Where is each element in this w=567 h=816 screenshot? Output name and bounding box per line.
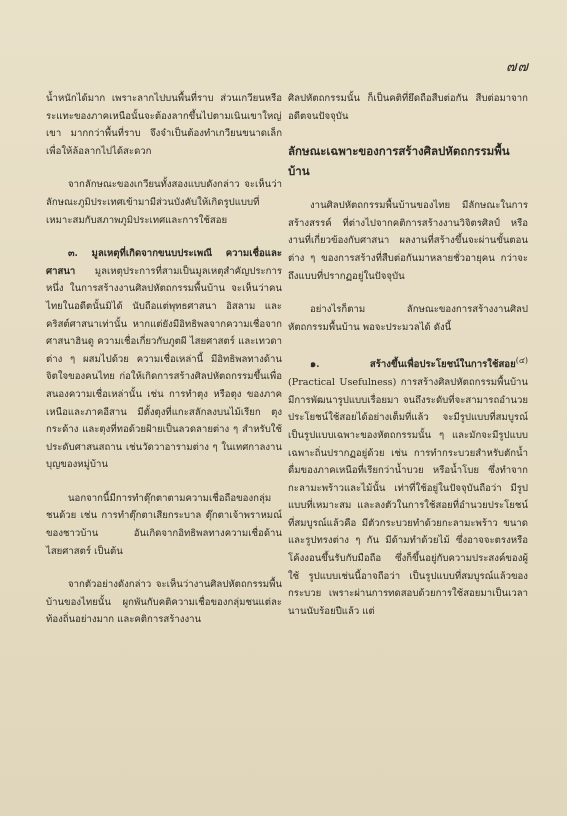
- left-column: [46, 90, 282, 645]
- paragraph: [46, 245, 282, 474]
- paragraph: ศิลปหัตถกรรมนั้น ก็เป็นคติที่ยึดถือสืบต่อกัน สืบต่อมาจากอดีตจนปัจจุบัน: [288, 93, 528, 122]
- footnote-ref: (๔): [515, 356, 528, 366]
- right-column: [288, 90, 528, 636]
- section-heading: ลักษณะเฉพาะของการสร้างศิลปหัตถกรรมพื้นบ้าน: [288, 144, 510, 179]
- paragraph: จากตัวอย่างดังกล่าว จะเห็นว่างานศิลปหัตถกรรมพื้นบ้านของไทยนั้น ผูกพันกับคติความเชื่อของกลุ่มชนแต่ละท้องถิ่นอย่างมาก และคติการสร้างงาน: [46, 579, 282, 626]
- numbered-point-title: ๑. สร้างขึ้นเพื่อประโยชน์ในการใช้สอย: [310, 359, 516, 371]
- paragraph-body: มูลเหตุประการที่สามเป็นมูลเหตุสำคัญประการหนึ่ง ในการสร้างงานศิลปหัตถกรรมพื้นบ้าน จะเห็นว่าคนไทยในอดีตนั้นมิได้ นับถือแต่พุทธศาสนา อิสลาม และคริสต์ศาสนาเท่านั้น หากแต่ยังมีอิทธิพลจากความเชื่อจากศาสนาฮินดู ความเชื่อเกี่ยวกับภูตผี ไสยศาสตร์ และเทวดาต่าง ๆ ผสมไปด้วย ความเชื่อเหล่านี้ มีอิทธิพลทางด้านจิตใจของคนไทย ก่อให้เกิดการสร้างศิลปหัตถกรรมขึ้นเพื่อสนองความเชื่อเหล่านั้น เช่น การทำตุง หรือตุง ของภาคเหนือและภาคอีสาน มีตั้งตุงที่แกะสลักลงบนไม้เรียก ตุงกระด้าง และตุงที่ทอด้วยฝ้ายเป็นลวดลายต่าง ๆ สำหรับใช้ประดับศาสนสถาน เช่นวัดวาอารามต่าง ๆ ในเทศกาลงานบุญของหมู่บ้าน: [46, 265, 282, 471]
- paragraph: [288, 352, 528, 620]
- paragraph: น้ำหนักได้มาก เพราะลากไปบนพื้นที่ราบ ส่วนเกวียนหรือระแทะของภาคเหนือนั้นจะต้องลากขึ้นไปตามเนินเขาใหญ่เขา มากกว่าพื้นที่ราบ จึงจำเป็นต้องทำเกวียนขนาดเล็กเพื่อให้ล้อลากไปได้สะดวก: [46, 93, 282, 157]
- paragraph: นอกจากนี้มีการทำตุ๊กตาตามความเชื่อถือของกลุ่มชนด้วย เช่น การทำตุ๊กตาเสียกระบาล ตุ๊กตาเจ้าพราหมณ์ของชาวบ้าน อันเกิดจากอิทธิพลทางความเชื่อด้านไสยศาสตร์ เป็นต้น: [46, 492, 282, 557]
- paragraph-body: (Practical Usefulness) การสร้างศิลปหัตถกรรมพื้นบ้านมีการพัฒนารูปแบบเรื่อยมา จนถึงระดับที่จะสามารถอำนวยประโยชน์ใช้สอยได้อย่างเต็มที่แล้ว จะมีรูปแบบที่สมบูรณ์ เป็นรูปแบบเฉพาะของหัตถกรรมนั้น ๆ และมักจะมีรูปแบบเฉพาะถิ่นปรากฏอยู่ด้วย เช่น การทำกระบวยสำหรับตักน้ำดื่มของภาคเหนือที่เรียกว่าน้ำบวย หรือน้ำโบย ซึ่งทำจากกะลามะพร้าวและไม้นั้น เท่าที่ใช้อยู่ในปัจจุบันถือว่า มีรูปแบบที่เหมาะสม และลงตัวในการใช้สอยที่อำนวยประโยชน์ที่สมบูรณ์แล้วคือ มีตัวกระบวยทำด้วยกะลามะพร้าว ขนาดและรูปทรงต่าง ๆ กัน มีด้ามทำด้วยไม้ ซึ่งอาจจะตรงหรือโค้งงอนขึ้นรับกับมือถือ ซึ่งก็ขึ้นอยู่กับความประสงค์ของผู้ใช้ รูปแบบเช่นนี้อาจถือว่า เป็นรูปแบบที่สมบูรณ์แล้วของกระบวย เพราะผ่านการทดสอบด้วยการใช้สอยมาเป็นเวลานานนับร้อยปีแล้ว แต่: [288, 377, 528, 617]
- paragraph: งานศิลปหัตถกรรมพื้นบ้านของไทย มีลักษณะในการสร้างสรรค์ ที่ต่างไปจากคติการสร้างงานวิจิตรศิลป์ หรืองานที่เกี่ยวข้องกับศาสนา ผลงานที่สร้างขึ้นจะผ่านขั้นตอนต่าง ๆ ของการสร้างที่สืบต่อกันมาหลายชั่วอายุคน กว่าจะถึงแบบที่ปรากฏอยู่ในปัจจุบัน: [288, 200, 528, 282]
- paragraph: จากลักษณะของเกวียนทั้งสองแบบดังกล่าว จะเห็นว่าลักษณะภูมิประเทศเข้ามามีส่วนบังคับให้เกิดรูปแบบที่เหมาะสมกับสภาพภูมิประเทศและการใช้สอย: [46, 179, 282, 226]
- page-number: ๗๗: [505, 59, 529, 75]
- paragraph: อย่างไรก็ตาม ลักษณะของการสร้างงานศิลปหัตถกรรมพื้นบ้าน พอจะประมวลได้ ดังนี้: [288, 304, 528, 333]
- numbered-point-title: ๓. มูลเหตุที่เกิดจากขนบประเพณี ความเชื่อและศาสนา: [46, 248, 282, 277]
